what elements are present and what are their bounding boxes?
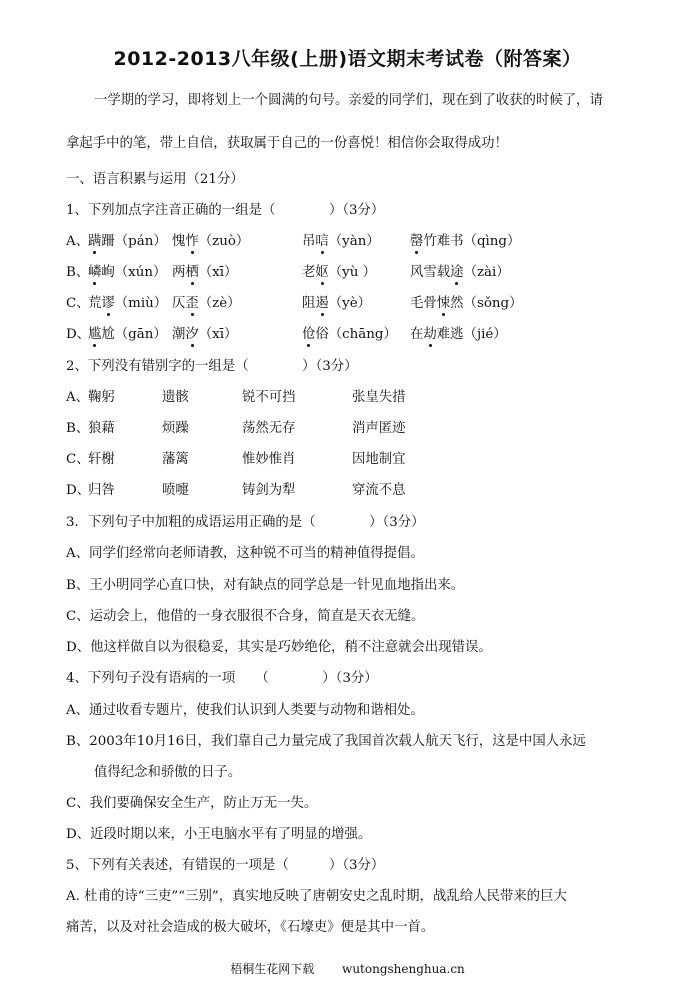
emphasis-dotted-char: 尴 xyxy=(88,327,102,342)
pinyin-item xyxy=(172,264,237,282)
word-item: 遗骸 xyxy=(162,390,189,405)
question-5-stem: 5、下列有关表述，有错误的一项是（ ）（3分） xyxy=(66,858,385,873)
item-text-after: （zài） xyxy=(463,265,510,280)
emphasis-dotted-char: 栖 xyxy=(185,265,199,280)
item-text-before: 阻 xyxy=(302,296,316,311)
pinyin-item xyxy=(410,264,510,282)
emphasis-dotted-char: 谬 xyxy=(101,296,115,311)
word-item: 张皇失措 xyxy=(352,390,406,405)
item-text-after: 峋（xún） xyxy=(101,265,167,280)
word-item: 铸剑为犁 xyxy=(242,483,296,498)
question-4-stem: 4、下列句子没有语病的一项 （ ）（3分） xyxy=(66,671,378,686)
emphasis-dotted-char: 途 xyxy=(450,265,464,280)
emphasis-dotted-char: 伧 xyxy=(302,327,316,342)
question-4-option-c: C、我们要确保安全生产，防止万无一失。 xyxy=(66,796,318,811)
word-item: 因地制宜 xyxy=(352,452,406,467)
question-4-option-b: B、2003年10月16日，我们靠自己力量完成了我国首次载人航天飞行，这是中国人永远 xyxy=(66,734,586,749)
pinyin-item xyxy=(410,326,507,344)
word-item: 烦躁 xyxy=(162,421,189,436)
emphasis-dotted-char: 蹒 xyxy=(88,234,102,249)
word-item: 鞠躬 xyxy=(88,390,115,405)
question-4-option-d: D、近段时期以来，小王电脑水平有了明显的增强。 xyxy=(66,827,372,842)
emphasis-dotted-char: 悚 xyxy=(436,296,451,311)
item-text-after: 难逃（jié） xyxy=(436,327,507,342)
item-text-after: 跚（pán） xyxy=(101,234,167,249)
item-text-after: （yù ） xyxy=(328,265,377,280)
emphasis-dotted-char: 歪 xyxy=(185,296,199,311)
item-text-before: 愧 xyxy=(172,234,186,249)
question-5-option-a-continued: 痛苦，以及对社会造成的极大破坏，《石壕吏》便是其中一首。 xyxy=(66,920,435,935)
item-text-before: 老 xyxy=(302,265,316,280)
word-item: 惟妙惟肖 xyxy=(242,452,296,467)
item-text-after: 俗（chāng） xyxy=(315,327,397,342)
option-label: C、 xyxy=(66,452,90,467)
question-3-stem: 3．下列句子中加粗的成语运用正确的是（ ）（3分） xyxy=(66,515,425,530)
emphasis-dotted-char: 汐 xyxy=(185,327,199,342)
emphasis-dotted-char: 罄 xyxy=(410,234,424,249)
word-item: 藩篱 xyxy=(162,452,189,467)
pinyin-item xyxy=(172,326,237,344)
question-3-option-c: C、运动会上，他借的一身衣服很不合身，简直是天衣无缝。 xyxy=(66,609,425,624)
pinyin-item xyxy=(302,264,376,282)
item-text-before: 风雪载 xyxy=(410,265,451,280)
pinyin-item xyxy=(302,326,397,344)
pinyin-item xyxy=(88,233,167,251)
item-text-before: 仄 xyxy=(172,296,186,311)
footer-site-name: 梧桐生花网下载 xyxy=(230,962,315,976)
item-text-after: （miù） xyxy=(114,296,168,311)
question-5-option-a: A. 杜甫的诗“三吏”“三别”，真实地反映了唐朝安史之乱时期，战乱给人民带来的巨大 xyxy=(66,889,567,904)
emphasis-dotted-char: 妪 xyxy=(315,265,329,280)
emphasis-dotted-char: 嶙 xyxy=(88,265,102,280)
option-label: D、 xyxy=(66,327,91,342)
item-text-before: 荒 xyxy=(88,296,102,311)
word-item: 狼藉 xyxy=(88,421,115,436)
section-heading: 一、语言积累与运用（21分） xyxy=(66,172,244,187)
question-3-option-d: D、他这样做自以为很稳妥，其实是巧妙绝伦，稍不注意就会出现错误。 xyxy=(66,640,492,655)
item-text-after: （yè） xyxy=(328,296,372,311)
question-4-option-b-continued: 值得纪念和骄傲的日子。 xyxy=(94,765,242,780)
word-item: 喷嚏 xyxy=(162,483,189,498)
footer-site-url: wutongshenghua.cn xyxy=(342,962,465,976)
word-item: 荡然无存 xyxy=(242,421,296,436)
item-text-before: 在 xyxy=(410,327,424,342)
question-3-option-b: B、王小明同学心直口快，对有缺点的同学总是一针见血地指出来。 xyxy=(66,578,465,593)
item-text-after: （xī） xyxy=(198,265,238,280)
item-text-after: 尬（gān） xyxy=(101,327,167,342)
page-title: 2012-2013八年级(上册)语文期末考试卷（附答案） xyxy=(113,48,582,70)
pinyin-item xyxy=(88,326,167,344)
word-item: 锐不可挡 xyxy=(242,390,296,405)
emphasis-dotted-char: 怍 xyxy=(185,234,199,249)
item-text-before: 两 xyxy=(172,265,186,280)
word-item: 消声匿迹 xyxy=(352,421,406,436)
emphasis-dotted-char: 遏 xyxy=(315,296,329,311)
word-item: 归咎 xyxy=(88,483,115,498)
pinyin-item xyxy=(88,295,167,313)
word-item: 穿流不息 xyxy=(352,483,406,498)
option-label: D、 xyxy=(66,483,91,498)
intro-line-2: 拿起手中的笔，带上自信，获取属于自己的一份喜悦！相信你会取得成功！ xyxy=(66,136,508,151)
question-4-option-a: A、通过收看专题片，使我们认识到人类要与动物和谐相处。 xyxy=(66,703,424,718)
pinyin-item xyxy=(410,233,520,251)
item-text-after: 竹难书（qìng） xyxy=(423,234,521,249)
item-text-after: （xī） xyxy=(198,327,238,342)
question-1-stem: 1、下列加点字注音正确的一组是（ ）（3分） xyxy=(66,203,385,218)
item-text-after: （zuò） xyxy=(198,234,250,249)
pinyin-item xyxy=(410,295,522,313)
option-label: B、 xyxy=(66,265,90,280)
pinyin-item xyxy=(172,233,249,251)
item-text-after: （yàn） xyxy=(328,234,380,249)
option-label: A、 xyxy=(66,234,90,249)
emphasis-dotted-char: 劫 xyxy=(423,327,437,342)
option-label: B、 xyxy=(66,421,90,436)
option-label: A、 xyxy=(66,390,90,405)
word-item: 轩榭 xyxy=(88,452,115,467)
intro-line-1: 一学期的学习，即将划上一个圆满的句号。亲爱的同学们，现在到了收获的时候了，请 xyxy=(94,93,603,108)
item-text-after: （zè） xyxy=(198,296,241,311)
option-label: C、 xyxy=(66,296,90,311)
question-2-stem: 2、下列没有错别字的一组是（ ）（3分） xyxy=(66,359,358,374)
question-3-option-a: A、同学们经常向老师请教，这种锐不可当的精神值得提倡。 xyxy=(66,546,424,561)
item-text-before: 潮 xyxy=(172,327,186,342)
pinyin-item xyxy=(172,295,241,313)
item-text-before: 毛骨 xyxy=(410,296,437,311)
emphasis-dotted-char: 唁 xyxy=(315,234,329,249)
pinyin-item xyxy=(88,264,166,282)
item-text-after: 然（sǒng） xyxy=(450,296,523,311)
pinyin-item xyxy=(302,233,380,251)
pinyin-item xyxy=(302,295,371,313)
item-text-before: 吊 xyxy=(302,234,316,249)
page-footer xyxy=(0,960,695,977)
